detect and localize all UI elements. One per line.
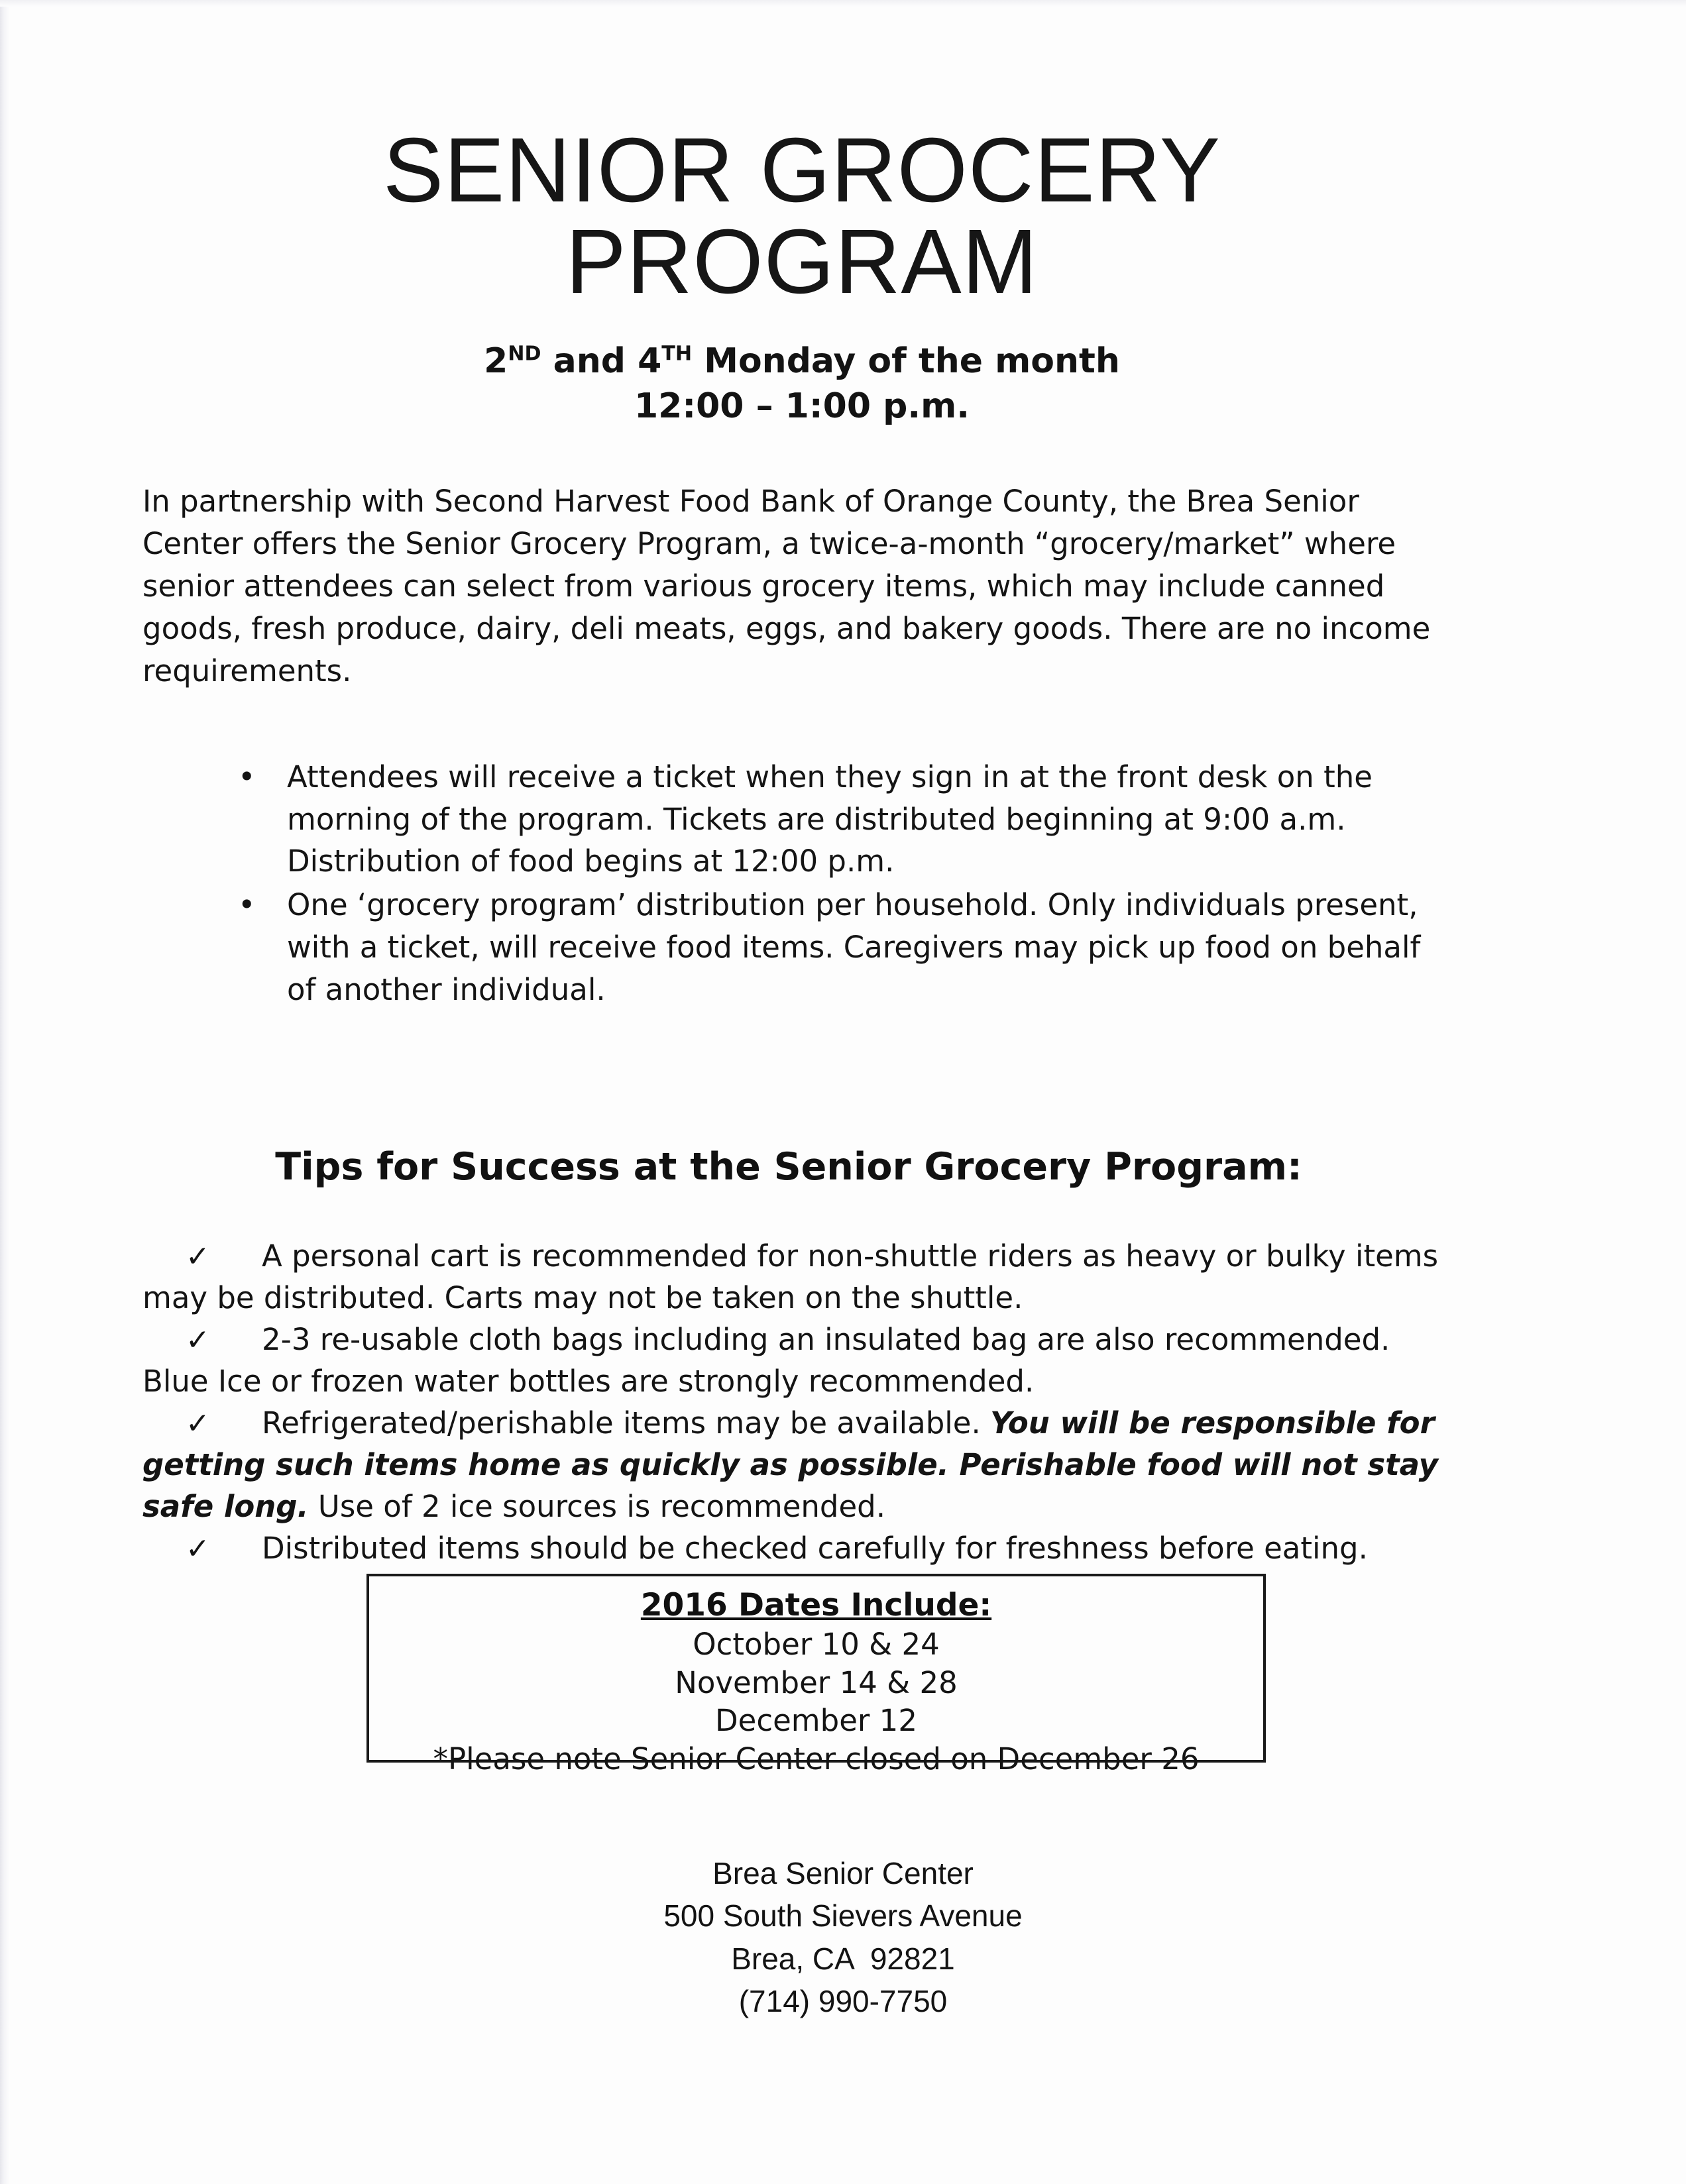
checkmark-icon: ✓ — [186, 1406, 210, 1441]
dates-box-line: October 10 & 24 — [693, 1627, 940, 1663]
dates-box-closure-note: *Please note Senior Center closed on December 26 — [433, 1741, 1200, 1776]
dates-box-line: November 14 & 28 — [675, 1665, 958, 1700]
schedule-subtitle — [142, 307, 1461, 429]
flyer-content — [142, 0, 1461, 1569]
page-title: SENIOR GROCERY PROGRAM — [383, 119, 1221, 313]
list-item-text: A personal cart is recommended for non-shuttle riders as heavy or bulky items may be distributed. Carts may not be taken on the shuttle. — [142, 1238, 1439, 1315]
tips-list — [142, 1189, 1461, 1569]
dates-box-line: December 12 — [715, 1703, 917, 1739]
dates-box — [366, 1574, 1266, 1776]
list-item-text-emphasis: You will be responsible for getting such items home as quickly as possible. Perishable food will not stay safe long. — [142, 1405, 1438, 1524]
subtitle-mid: and 4 — [541, 341, 662, 381]
list-item-text-after: Use of 2 ice sources is recommended. — [308, 1488, 886, 1524]
program-rules-list — [142, 692, 1461, 1011]
schedule-subtitle-line1 — [142, 339, 1461, 384]
list-item-text-before: Refrigerated/perishable items may be available. — [262, 1405, 991, 1441]
bullet-icon: • — [238, 887, 256, 923]
list-item-text: One ‘grocery program’ distribution per household. Only individuals present, with a ticket, will receive food items. Caregivers may pick up food on behalf of another individual. — [287, 887, 1421, 1008]
contact-address-block — [0, 1852, 1686, 2023]
list-item — [229, 884, 1448, 1011]
address-phone: (714) 990-7750 — [738, 1984, 948, 2019]
schedule-subtitle-line2: 12:00 – 1:00 p.m. — [634, 386, 970, 426]
subtitle-ordinal-th: TH — [661, 342, 693, 366]
list-item — [142, 1235, 1455, 1319]
list-item-text: Distributed items should be checked carefully for freshness before eating. — [262, 1530, 1368, 1566]
subtitle-prefix: 2 — [484, 341, 508, 381]
list-item — [142, 1319, 1455, 1402]
address-organization: Brea Senior Center — [712, 1856, 974, 1890]
list-item — [142, 1527, 1455, 1569]
list-item-text: Attendees will receive a ticket when they sign in at the front desk on the morning of the program. Tickets are distributed beginning at 9:00 a.m. Distribution of food begins at 12:00 p.m. — [287, 759, 1373, 879]
address-street: 500 South Sievers Avenue — [663, 1898, 1023, 1934]
dates-box-title: 2016 Dates Include: — [640, 1587, 992, 1623]
list-item — [229, 756, 1448, 883]
subtitle-suffix: Monday of the month — [692, 341, 1120, 381]
address-city-state-zip: Brea, CA 92821 — [731, 1941, 955, 1976]
intro-paragraph: In partnership with Second Harvest Food Bank of Orange County, the Brea Senior Center offers the Senior Grocery Program, a twice-a-month “grocery/market” where senior attendees can select from various grocery items, which may include canned goods, fresh produce, dairy, deli meats, eggs, and bakery goods. There are no income requirements. — [142, 484, 1431, 688]
list-item — [142, 1402, 1455, 1527]
checkmark-icon: ✓ — [186, 1531, 210, 1566]
list-item-text: 2-3 re-usable cloth bags including an insulated bag are also recommended. Blue Ice or frozen water bottles are strongly recommended. — [142, 1321, 1390, 1399]
checkmark-icon: ✓ — [186, 1323, 210, 1357]
bullet-icon: • — [238, 759, 256, 794]
subtitle-ordinal-nd: ND — [508, 342, 541, 366]
tips-section-heading: Tips for Success at the Senior Grocery Program: — [275, 1144, 1302, 1189]
checkmark-icon: ✓ — [186, 1239, 210, 1274]
